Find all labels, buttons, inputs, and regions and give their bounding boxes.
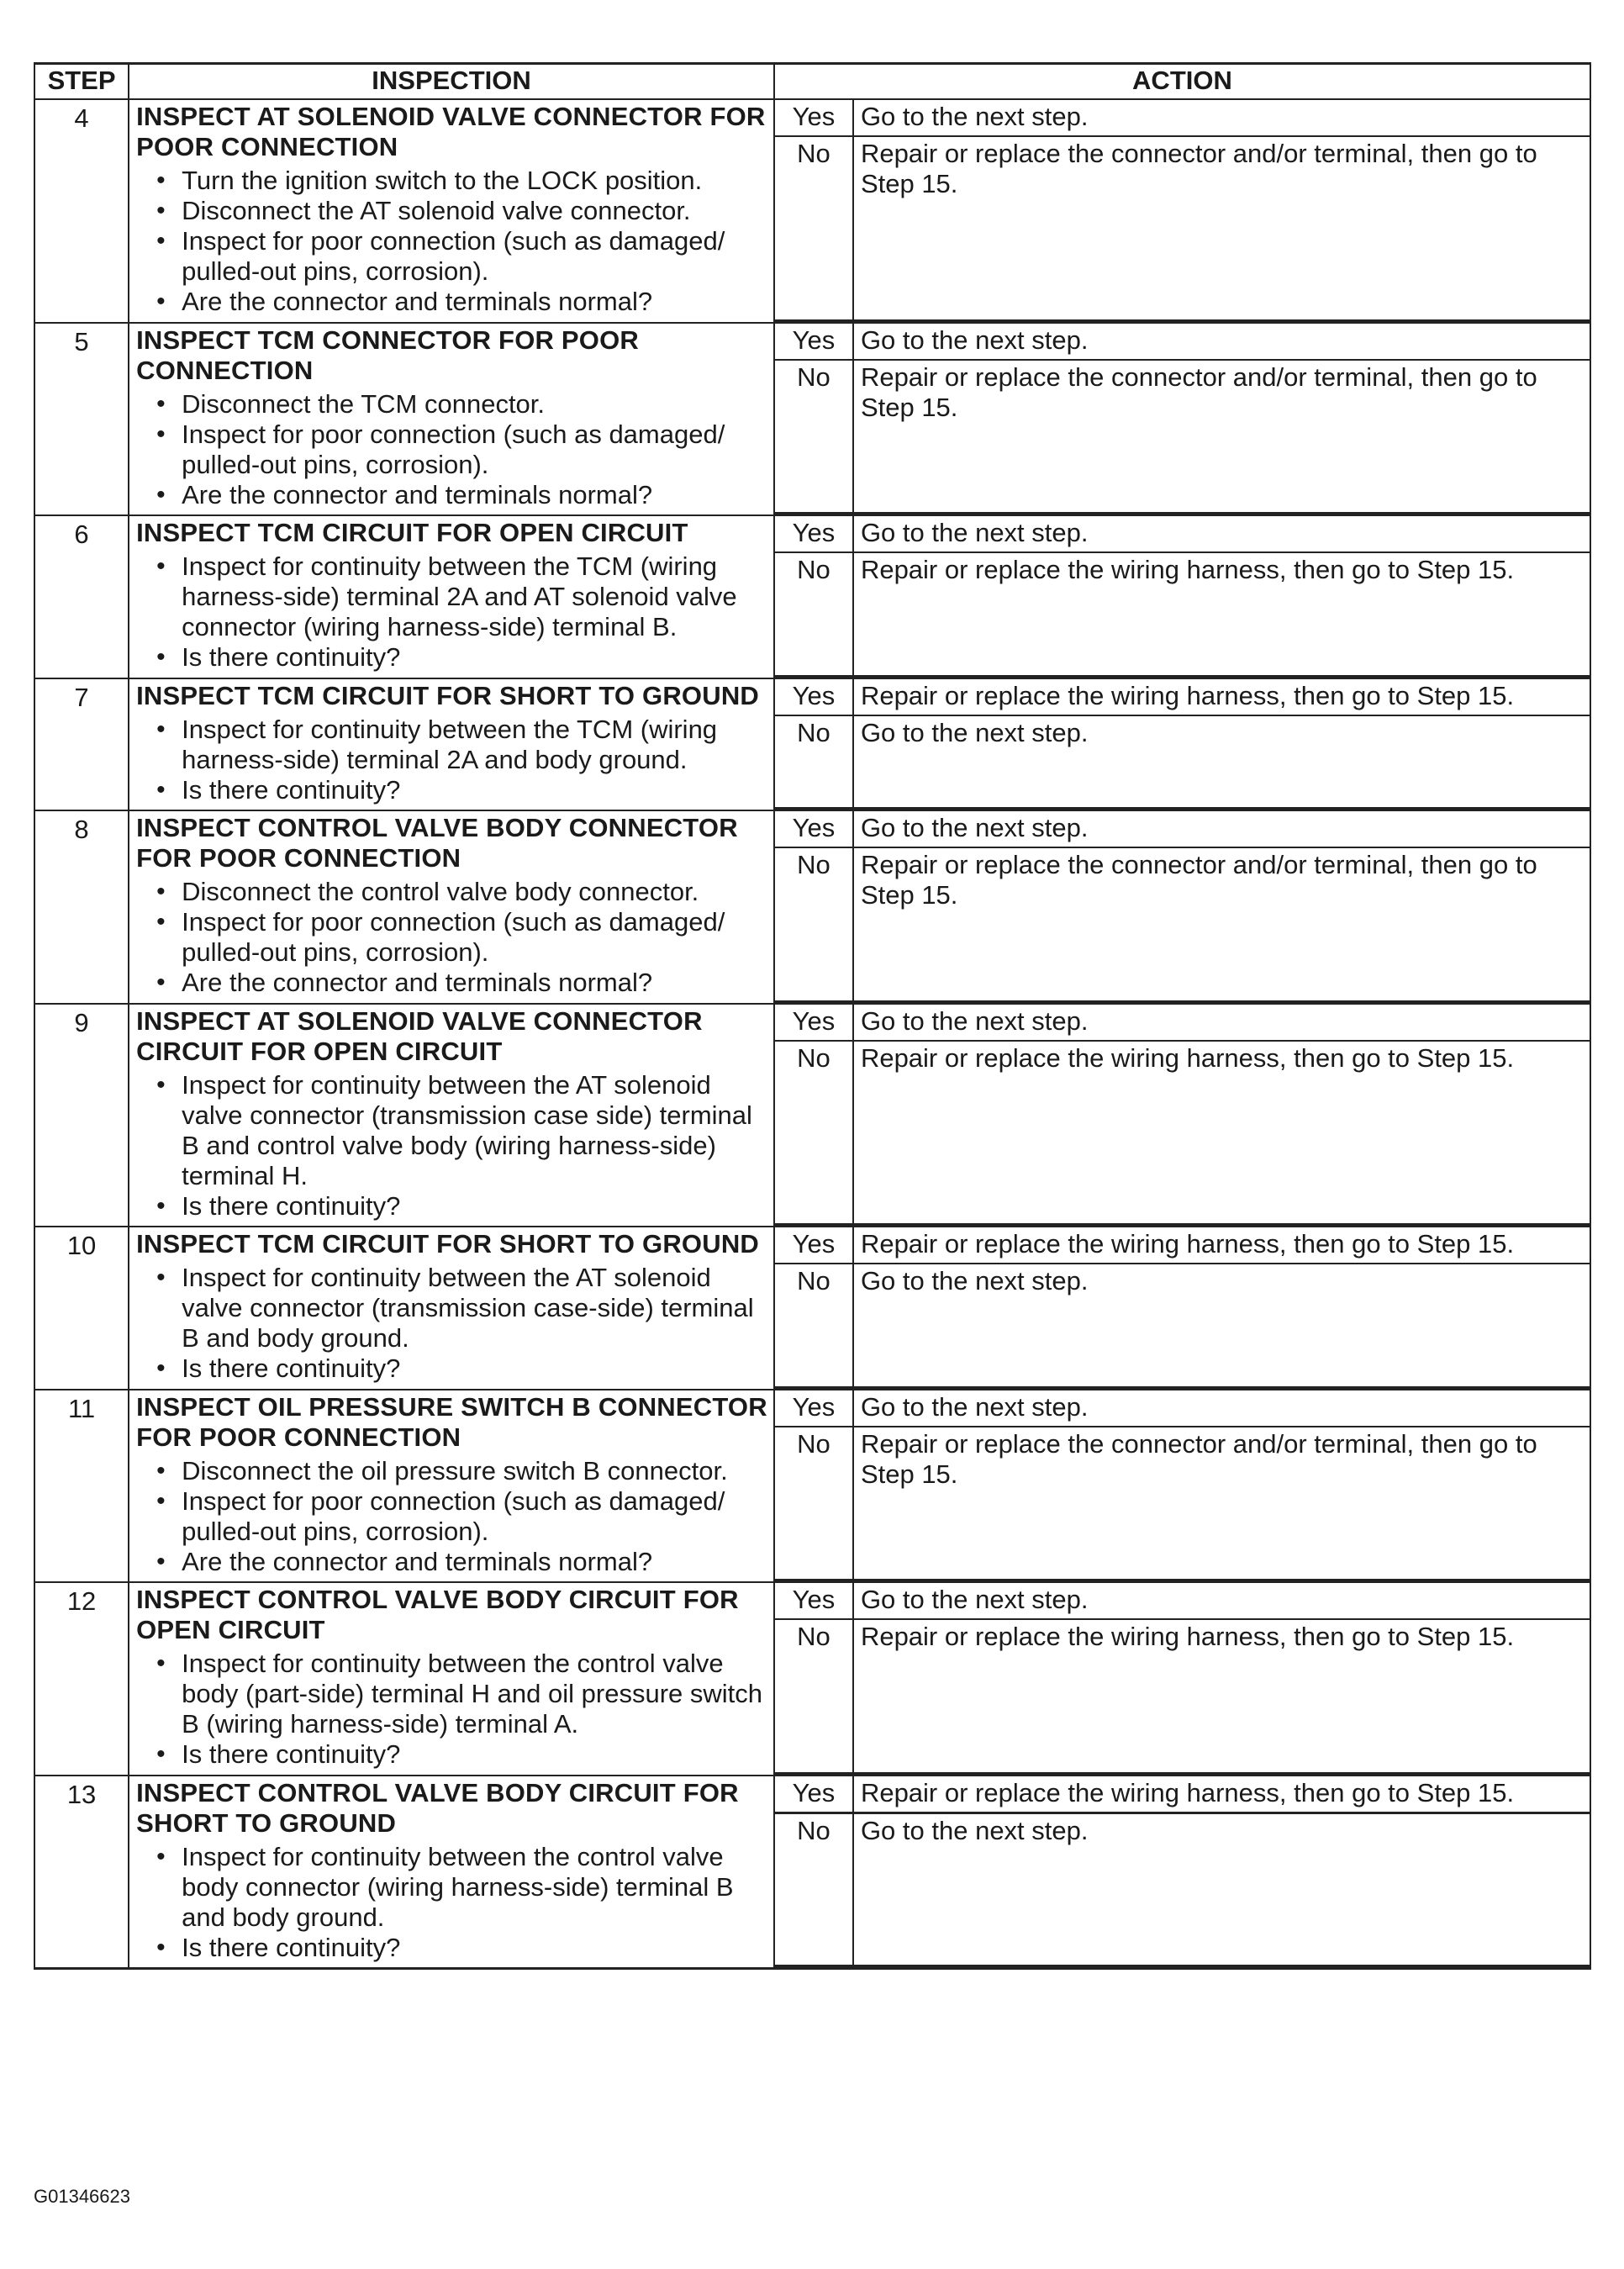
no-action-text: Repair or replace the connector and/or terminal, then go to Step 15.: [853, 847, 1590, 1001]
yes-action-text: Go to the next step.: [853, 1390, 1590, 1427]
inspection-title: INSPECT OIL PRESSURE SWITCH B CONNECTOR FOR POOR CONNECTION: [136, 1391, 767, 1452]
inspection-title: INSPECT TCM CIRCUIT FOR OPEN CIRCUIT: [136, 518, 688, 547]
answer-table: [775, 100, 1590, 322]
no-answer-row: [775, 136, 1590, 320]
inspection-bullet: • Disconnect the AT solenoid valve connector.: [156, 196, 768, 226]
no-answer-row: [775, 847, 1590, 1001]
table-row: [34, 810, 1590, 1004]
no-action-text: Repair or replace the wiring harness, then go to Step 15.: [853, 1041, 1590, 1225]
yes-answer-row: [775, 516, 1590, 552]
answer-table: [775, 1776, 1590, 1967]
inspection-title: INSPECT AT SOLENOID VALVE CONNECTOR CIRCUIT FOR OPEN CIRCUIT: [136, 1005, 703, 1066]
no-answer-row: [775, 1427, 1590, 1580]
no-answer-row: [775, 552, 1590, 676]
inspection-bullet: • Is there continuity?: [156, 775, 768, 805]
inspection-title: INSPECT TCM CIRCUIT FOR SHORT TO GROUND: [136, 680, 759, 710]
no-action-text: Repair or replace the wiring harness, then go to Step 15.: [853, 552, 1590, 676]
step-number: 12: [34, 1582, 129, 1776]
action-cell: [774, 515, 1590, 678]
inspection-cell: [129, 323, 774, 516]
step-number: 6: [34, 515, 129, 678]
table-row: [34, 515, 1590, 678]
yes-answer-row: [775, 1390, 1590, 1427]
no-label: No: [775, 1041, 853, 1225]
no-answer-row: [775, 715, 1590, 809]
inspection-bullet: • Inspect for poor connection (such as damaged/ pulled-out pins, corrosion).: [156, 907, 768, 968]
inspection-bullet: • Inspect for poor connection (such as damaged/ pulled-out pins, corrosion).: [156, 226, 768, 287]
inspection-bullets: [136, 1842, 768, 1963]
table-row: [34, 1004, 1590, 1227]
yes-label: Yes: [775, 1583, 853, 1619]
inspection-cell: [129, 810, 774, 1004]
inspection-cell: [129, 515, 774, 678]
inspection-bullets: [136, 715, 768, 805]
inspection-bullet: • Are the connector and terminals normal?: [156, 968, 768, 998]
inspection-cell: [129, 678, 774, 811]
header-step: STEP: [34, 64, 129, 100]
table-row: [34, 99, 1590, 323]
yes-answer-row: [775, 811, 1590, 847]
inspection-bullet: • Turn the ignition switch to the LOCK position.: [156, 166, 768, 196]
no-label: No: [775, 1619, 853, 1773]
header-inspection: INSPECTION: [129, 64, 774, 100]
inspection-bullet: • Inspect for poor connection (such as damaged/ pulled-out pins, corrosion).: [156, 420, 768, 480]
yes-label: Yes: [775, 1776, 853, 1813]
yes-action-text: Go to the next step.: [853, 1583, 1590, 1619]
yes-label: Yes: [775, 1390, 853, 1427]
table-header-row: [34, 64, 1590, 100]
no-label: No: [775, 1813, 853, 1966]
figure-id: G01346623: [34, 2186, 130, 2207]
inspection-bullet: • Is there continuity?: [156, 1191, 768, 1222]
step-number: 9: [34, 1004, 129, 1227]
action-cell: [774, 323, 1590, 516]
action-cell: [774, 1004, 1590, 1227]
yes-action-text: Go to the next step.: [853, 516, 1590, 552]
table-row: [34, 678, 1590, 811]
no-label: No: [775, 552, 853, 676]
no-action-text: Go to the next step.: [853, 715, 1590, 809]
inspection-bullet: • Inspect for continuity between the TCM (wiring harness-side) terminal 2A and body ground.: [156, 715, 768, 775]
inspection-bullet: • Are the connector and terminals normal?: [156, 1547, 768, 1577]
step-number: 5: [34, 323, 129, 516]
no-label: No: [775, 1264, 853, 1387]
action-cell: [774, 1390, 1590, 1583]
yes-action-text: Go to the next step.: [853, 811, 1590, 847]
no-action-text: Go to the next step.: [853, 1813, 1590, 1966]
answer-table: [775, 1390, 1590, 1582]
header-action: ACTION: [774, 64, 1590, 100]
step-number: 13: [34, 1776, 129, 1969]
yes-label: Yes: [775, 679, 853, 715]
no-action-text: Go to the next step.: [853, 1264, 1590, 1387]
inspection-bullet: • Inspect for continuity between the control valve body connector (wiring harness-side) terminal B and body ground.: [156, 1842, 768, 1933]
yes-answer-row: [775, 1776, 1590, 1813]
inspection-title: INSPECT CONTROL VALVE BODY CONNECTOR FOR POOR CONNECTION: [136, 813, 738, 873]
yes-answer-row: [775, 1227, 1590, 1264]
answer-table: [775, 679, 1590, 810]
no-action-text: Repair or replace the connector and/or terminal, then go to Step 15.: [853, 1427, 1590, 1580]
inspection-bullet: • Is there continuity?: [156, 1933, 768, 1963]
no-label: No: [775, 715, 853, 809]
yes-action-text: Go to the next step.: [853, 100, 1590, 136]
yes-action-text: Repair or replace the wiring harness, then go to Step 15.: [853, 1776, 1590, 1813]
yes-action-text: Go to the next step.: [853, 1005, 1590, 1041]
inspection-bullets: [136, 166, 768, 317]
no-action-text: Repair or replace the connector and/or terminal, then go to Step 15.: [853, 136, 1590, 320]
no-label: No: [775, 136, 853, 320]
table-body: [34, 99, 1590, 1968]
table-row: [34, 1227, 1590, 1390]
inspection-cell: [129, 1390, 774, 1583]
inspection-bullets: [136, 1263, 768, 1384]
inspection-bullet: • Are the connector and terminals normal?: [156, 287, 768, 317]
no-label: No: [775, 360, 853, 514]
inspection-table: [34, 62, 1591, 1970]
yes-label: Yes: [775, 1005, 853, 1041]
inspection-bullets: [136, 1070, 768, 1222]
inspection-bullet: • Disconnect the TCM connector.: [156, 389, 768, 420]
step-number: 11: [34, 1390, 129, 1583]
inspection-cell: [129, 1582, 774, 1776]
no-answer-row: [775, 1041, 1590, 1225]
inspection-bullets: [136, 877, 768, 998]
inspection-cell: [129, 1776, 774, 1969]
inspection-bullet: • Disconnect the oil pressure switch B connector.: [156, 1456, 768, 1486]
inspection-bullet: • Is there continuity?: [156, 1739, 768, 1770]
yes-label: Yes: [775, 324, 853, 360]
yes-action-text: Go to the next step.: [853, 324, 1590, 360]
action-cell: [774, 810, 1590, 1004]
table-row: [34, 1390, 1590, 1583]
answer-table: [775, 1583, 1590, 1775]
action-cell: [774, 1227, 1590, 1390]
action-cell: [774, 678, 1590, 811]
inspection-bullets: [136, 551, 768, 673]
yes-answer-row: [775, 100, 1590, 136]
answer-table: [775, 811, 1590, 1003]
inspection-cell: [129, 1004, 774, 1227]
inspection-bullet: • Inspect for continuity between the AT solenoid valve connector (transmission case side) terminal B and control valve body (wiring harness-side) terminal H.: [156, 1070, 768, 1191]
no-label: No: [775, 847, 853, 1001]
answer-table: [775, 324, 1590, 515]
no-answer-row: [775, 360, 1590, 514]
no-action-text: Repair or replace the wiring harness, then go to Step 15.: [853, 1619, 1590, 1773]
inspection-cell: [129, 1227, 774, 1390]
table-row: [34, 1776, 1590, 1969]
inspection-title: INSPECT CONTROL VALVE BODY CIRCUIT FOR OPEN CIRCUIT: [136, 1585, 739, 1644]
inspection-bullets: [136, 1649, 768, 1770]
inspection-cell: [129, 99, 774, 323]
no-answer-row: [775, 1619, 1590, 1773]
inspection-bullet: • Inspect for continuity between the control valve body (part-side) terminal H and oil pressure switch B (wiring harness-side) terminal A.: [156, 1649, 768, 1739]
yes-answer-row: [775, 324, 1590, 360]
inspection-bullet: • Inspect for poor connection (such as damaged/ pulled-out pins, corrosion).: [156, 1486, 768, 1547]
inspection-bullet: • Disconnect the control valve body connector.: [156, 877, 768, 907]
yes-label: Yes: [775, 811, 853, 847]
no-answer-row: [775, 1264, 1590, 1387]
inspection-title: INSPECT TCM CIRCUIT FOR SHORT TO GROUND: [136, 1229, 759, 1259]
step-number: 7: [34, 678, 129, 811]
yes-label: Yes: [775, 100, 853, 136]
inspection-bullets: [136, 1456, 768, 1577]
inspection-bullet: • Inspect for continuity between the TCM (wiring harness-side) terminal 2A and AT solenoid valve connector (wiring harness-side) terminal B.: [156, 551, 768, 642]
yes-answer-row: [775, 679, 1590, 715]
answer-table: [775, 1005, 1590, 1227]
answer-table: [775, 516, 1590, 678]
yes-answer-row: [775, 1583, 1590, 1619]
answer-table: [775, 1227, 1590, 1389]
inspection-title: INSPECT TCM CONNECTOR FOR POOR CONNECTION: [136, 325, 640, 385]
action-cell: [774, 1582, 1590, 1776]
table-row: [34, 323, 1590, 516]
no-answer-row: [775, 1813, 1590, 1966]
step-number: 4: [34, 99, 129, 323]
inspection-bullet: • Are the connector and terminals normal?: [156, 480, 768, 510]
inspection-bullet: • Is there continuity?: [156, 1353, 768, 1384]
inspection-bullet: • Is there continuity?: [156, 642, 768, 673]
yes-answer-row: [775, 1005, 1590, 1041]
no-action-text: Repair or replace the connector and/or terminal, then go to Step 15.: [853, 360, 1590, 514]
yes-action-text: Repair or replace the wiring harness, then go to Step 15.: [853, 679, 1590, 715]
inspection-title: INSPECT AT SOLENOID VALVE CONNECTOR FOR POOR CONNECTION: [136, 102, 766, 161]
yes-label: Yes: [775, 516, 853, 552]
action-cell: [774, 1776, 1590, 1969]
inspection-title: INSPECT CONTROL VALVE BODY CIRCUIT FOR SHORT TO GROUND: [136, 1777, 739, 1838]
yes-action-text: Repair or replace the wiring harness, then go to Step 15.: [853, 1227, 1590, 1264]
step-number: 8: [34, 810, 129, 1004]
table-row: [34, 1582, 1590, 1776]
yes-label: Yes: [775, 1227, 853, 1264]
no-label: No: [775, 1427, 853, 1580]
inspection-bullets: [136, 389, 768, 510]
inspection-bullet: • Inspect for continuity between the AT solenoid valve connector (transmission case-side) terminal B and body ground.: [156, 1263, 768, 1353]
step-number: 10: [34, 1227, 129, 1390]
action-cell: [774, 99, 1590, 323]
